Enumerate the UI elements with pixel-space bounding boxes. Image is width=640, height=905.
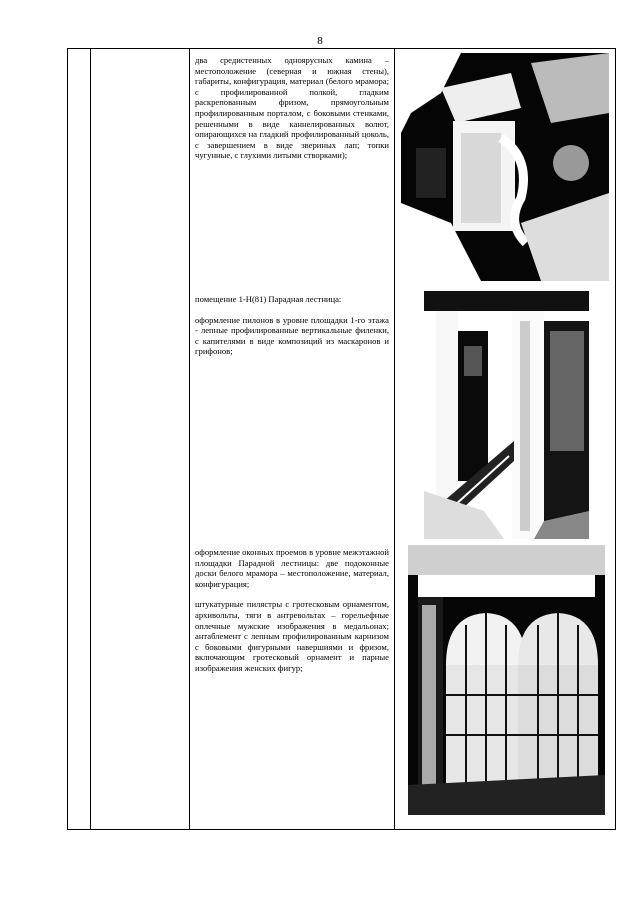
row-2-description	[195, 294, 389, 357]
table-column-divider	[394, 49, 395, 829]
row-3-description	[195, 547, 389, 674]
description-paragraph: помещение 1-Н(81) Парадная лестница:	[195, 294, 342, 304]
row-1-description	[195, 55, 389, 161]
description-paragraph: оформление оконных проемов в уровне межэтажной площадки Парадной лестницы: две подоконные доски белого мрамора – местоположение, материал, конфигурация;	[195, 547, 389, 589]
description-paragraph: два средистенных одноярусных камина – местоположение (северная и южная стены), габариты, конфигурация, материал (белого мрамора; с профилированной полкой, гладким раскрепованным фризом, прямоугольным профилированным порталом, с боковыми стенками, решенными в виде каннелированных волют, опирающихся на гладкий профилированный цоколь, с завершением в виде звериных лап; топки чугунные, с глухими литыми створками);	[195, 55, 389, 161]
arched-windows-photo	[408, 545, 605, 815]
table-column-divider	[90, 49, 91, 829]
description-paragraph: оформление пилонов в уровне площадки 1-го этажа - лепные профилированные вертикальные филенки, с капителями в виде композиций из маскаронов и грифонов;	[195, 314, 389, 357]
fireplace-photo	[401, 53, 609, 281]
staircase-photo	[424, 291, 589, 539]
description-paragraph: штукатурные пилястры с гротесковым орнаментом, архивольты, тяги в антревольтах – горельефные оплечные мужские изображения в медальонах; антаблемент с лепным профилированным карнизом с боковыми фигурными навершиями и фризом, включающим гротесковый орнамент и парные изображения женских фигур;	[195, 599, 389, 673]
table-column-divider	[189, 49, 190, 829]
page-number: 8	[317, 35, 323, 47]
